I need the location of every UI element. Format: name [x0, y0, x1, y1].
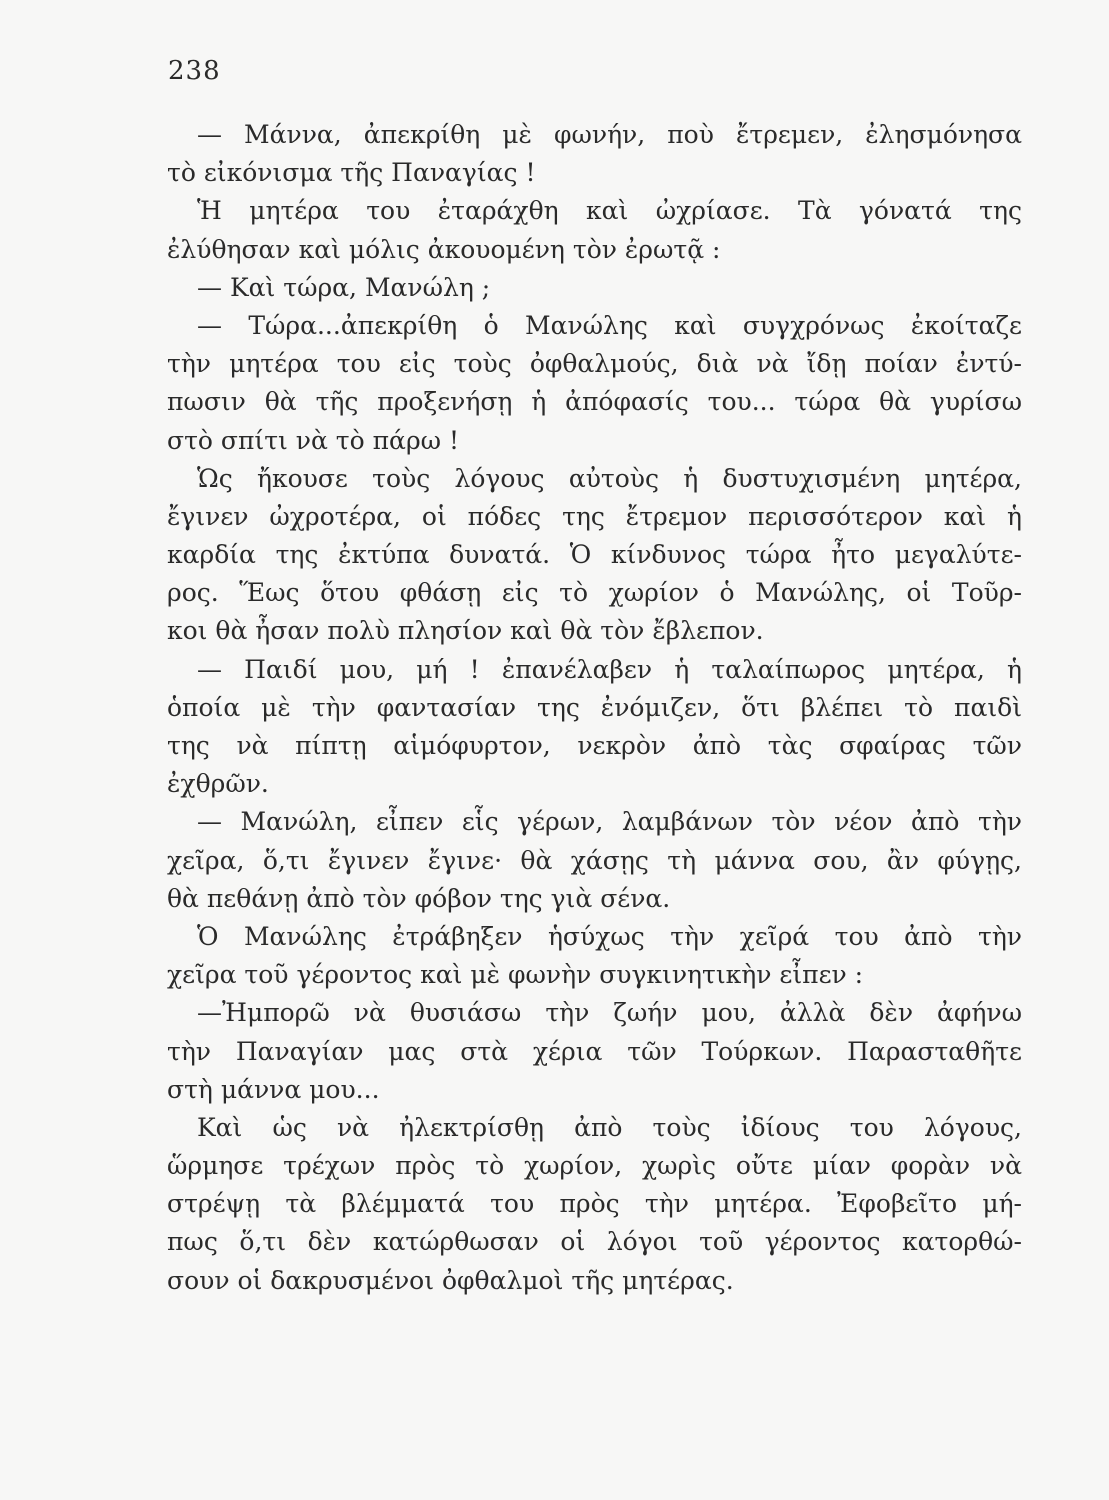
text-line: ὁποία μὲ τὴν φαντασίαν της ἐνόμιζεν, ὅτι βλέπει τὸ παιδὶ — [167, 692, 1022, 722]
text-line: ἔγινεν ὠχροτέρα, οἱ πόδες της ἔτρεμον περισσότερον καὶ ἡ — [167, 501, 1022, 531]
text-line: τὸ εἰκόνισμα τῆς Παναγίας ! — [167, 158, 536, 188]
text-line: πως ὅ,τι δὲν κατώρθωσαν οἱ λόγοι τοῦ γέροντος κατορθώ- — [167, 1227, 1022, 1257]
text-line: — Μανώλη, εἶπεν εἷς γέρων, λαμβάνων τὸν νέον ἀπὸ τὴν — [197, 807, 1022, 837]
text-line: σουν οἱ δακρυσμένοι ὀφθαλμοὶ τῆς μητέρας. — [167, 1265, 734, 1295]
text-line: χεῖρα τοῦ γέροντος καὶ μὲ φωνὴν συγκινητικὴν εἶπεν : — [167, 960, 864, 990]
text-line: καρδία της ἐκτύπα δυνατά. Ὁ κίνδυνος τώρα ἦτο μεγαλύτε- — [167, 540, 1022, 570]
text-line: ὥρμησε τρέχων πρὸς τὸ χωρίον, χωρὶς οὔτε μίαν φορὰν νὰ — [167, 1151, 1022, 1181]
body-text — [167, 116, 1022, 1300]
text-line: πωσιν θὰ τῆς προξενήσῃ ἡ ἀπόφασίς του... τώρα θὰ γυρίσω — [167, 387, 1022, 417]
text-line: της νὰ πίπτῃ αἱμόφυρτον, νεκρὸν ἀπὸ τὰς σφαίρας τῶν — [167, 731, 1022, 760]
text-line: ἐλύθησαν καὶ μόλις ἀκουομένη τὸν ἐρωτᾷ : — [167, 234, 721, 264]
text-line: στὸ σπίτι νὰ τὸ πάρω ! — [167, 425, 460, 455]
text-line: —Ἠμπορῶ νὰ θυσιάσω τὴν ζωήν μου, ἀλλὰ δὲν ἀφήνω — [197, 998, 1022, 1028]
text-line: — Παιδί μου, μή ! ἐπανέλαβεν ἡ ταλαίπωρος μητέρα, ἡ — [197, 654, 1022, 684]
text-line: Ὡς ἤκουσε τοὺς λόγους αὐτοὺς ἡ δυστυχισμένη μητέρα, — [197, 463, 1022, 493]
text-line: κοι θὰ ἦσαν πολὺ πλησίον καὶ θὰ τὸν ἔβλεπον. — [167, 616, 764, 646]
text-line: Ἡ μητέρα του ἐταράχθη καὶ ὠχρίασε. Τὰ γόνατά της — [197, 196, 1022, 226]
text-line: Ὁ Μανώλης ἐτράβηξεν ἡσύχως τὴν χεῖρά του ἀπὸ τὴν — [197, 921, 1022, 951]
text-line: χεῖρα, ὅ,τι ἔγινεν ἔγινε· θὰ χάσῃς τὴ μάννα σου, ἂν φύγῃς, — [167, 845, 1022, 875]
text-line: — Μάννα, ἀπεκρίθη μὲ φωνήν, ποὺ ἔτρεμεν, ἐλησμόνησα — [197, 120, 1022, 149]
text-line: στὴ μάννα μου... — [167, 1074, 380, 1104]
text-line: ρος. Ἕως ὅτου φθάσῃ εἰς τὸ χωρίον ὁ Μανώλης, οἱ Τοῦρ- — [167, 578, 1022, 608]
text-line: — Καὶ τώρα, Μανώλη ; — [197, 272, 491, 302]
text-line: — Τώρα...ἀπεκρίθη ὁ Μανώλης καὶ συγχρόνως ἐκοίταζε — [197, 310, 1022, 340]
text-line: τὴν μητέρα του εἰς τοὺς ὀφθαλμούς, διὰ νὰ ἴδῃ ποίαν ἐντύ- — [167, 349, 1022, 379]
text-line: θὰ πεθάνῃ ἀπὸ τὸν φόβον της γιὰ σένα. — [167, 883, 671, 913]
text-line: τὴν Παναγίαν μας στὰ χέρια τῶν Τούρκων. Παρασταθῆτε — [167, 1036, 1022, 1066]
page-number: 238 — [168, 56, 221, 86]
text-line: Καὶ ὡς νὰ ἠλεκτρίσθῃ ἀπὸ τοὺς ἰδίους του λόγους, — [197, 1112, 1022, 1142]
text-line: στρέψῃ τὰ βλέμματά του πρὸς τὴν μητέρα. Ἐφοβεῖτο μή- — [167, 1189, 1022, 1219]
text-line: ἐχθρῶν. — [167, 769, 269, 799]
